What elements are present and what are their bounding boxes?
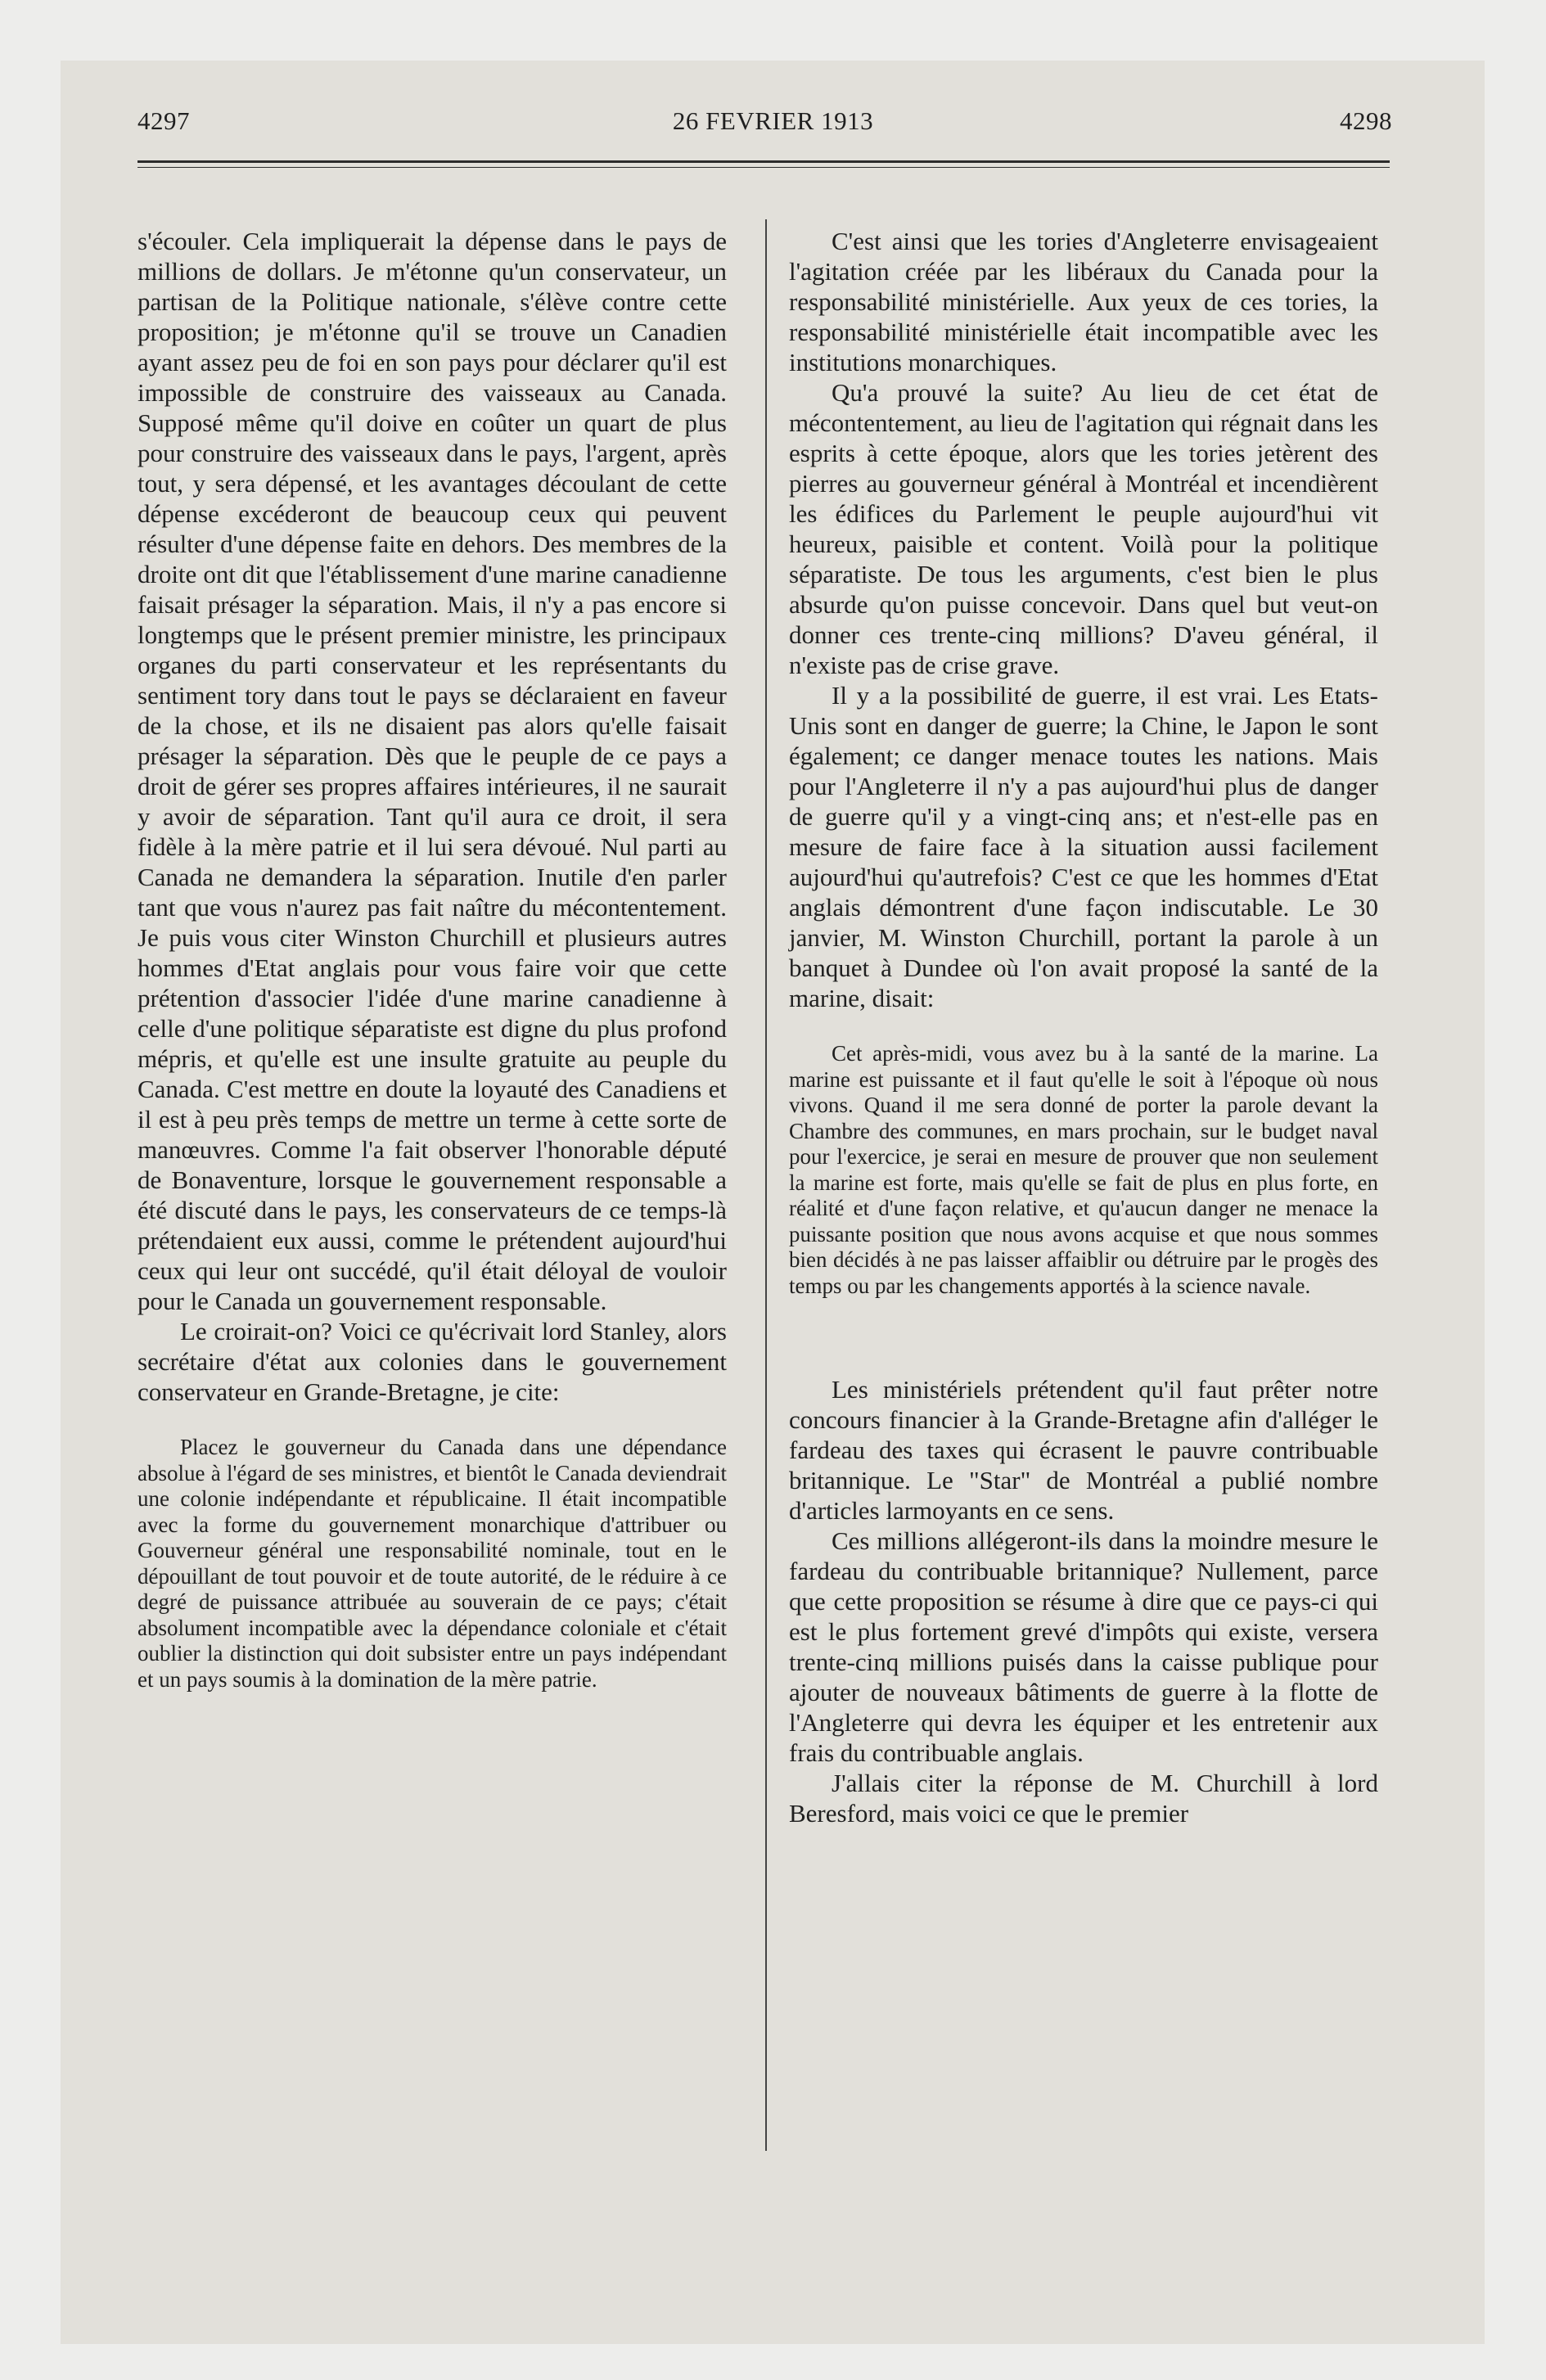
column-divider: [765, 219, 767, 2151]
block-quote: Cet après-midi, vous avez bu à la santé de la marine. La marine est puissante et il faut qu'elle le soit à l'époque où nous vivons. Quand il me sera donné de porter la parole devant la Chambre des communes, en mars prochain, sur le budget naval pour l'exercice, je serai en mesure de prouver que non seulement la marine est forte, mais qu'elle se fait de plus en plus forte, en réalité et d'une façon relative, et qu'aucun danger ne menace la puissante position que nous avons acquise et que nous sommes bien décidés à ne pas laisser affaiblir ou détruire par le progès des temps ou par les changements apportés à la science navale.: [789, 1041, 1378, 1298]
paragraph: Ces millions allégeront-ils dans la moindre mesure le fardeau du contribuable britannique? Nullement, parce que cette proposition se résume à dire que ce pays-ci qui est le plus fortement grevé d'impôts qui existe, versera trente-cinq millions puisés dans la caisse publique pour ajouter de nouveaux bâtiments de guerre à la flotte de l'Angleterre qui devra les équiper et les entretenir aux frais du contribuable anglais.: [789, 1526, 1378, 1767]
paragraph: J'allais citer la réponse de M. Churchill à lord Beresford, mais voici ce que le premier: [789, 1769, 1378, 1828]
paragraph: Les ministériels prétendent qu'il faut prêter notre concours financier à la Grande-Bretagne afin d'alléger le fardeau des taxes qui écrasent le pauvre contribuable britannique. Le "Star" de Montréal a publié nombre d'articles larmoyants en ce sens.: [789, 1375, 1378, 1525]
page-number-left: 4297: [137, 106, 190, 135]
right-column: [789, 226, 1378, 1828]
paragraph: s'écouler. Cela impliquerait la dépense dans le pays de millions de dollars. Je m'étonne qu'un conservateur, un partisan de la Politique nationale, s'élève contre cette proposition; je m'étonne qu'il se trouve un Canadien ayant assez peu de foi en son pays pour déclarer qu'il est impossible de construire des vaisseaux au Canada. Supposé même qu'il doive en coûter un quart de plus pour construire des vaisseaux dans le pays, l'argent, après tout, y sera dépensé, et les avantages découlant de cette dépense excéderont de beaucoup ceux qui peuvent résulter d'une dépense faite en dehors. Des membres de la droite ont dit que l'établissement d'une marine canadienne faisait présager la séparation. Mais, il n'y a pas encore si longtemps que le présent premier ministre, les principaux organes du parti conservateur et les représentants du sentiment tory dans tout le pays se déclaraient en faveur de la chose, et ils ne disaient pas alors qu'elle faisait présager la séparation. Dès que le peuple de ce pays a droit de gérer ses propres affaires intérieures, il ne saurait y avoir de séparation. Tant qu'il aura ce droit, il sera fidèle à la mère patrie et il lui sera dévoué. Nul parti au Canada ne demandera la séparation. Inutile d'en parler tant que vous n'aurez pas fait naître du mécontentement. Je puis vous citer Winston Churchill et plusieurs autres hommes d'Etat anglais pour vous faire voir que cette prétention d'associer l'idée d'une marine canadienne à celle d'une politique séparatiste est digne du plus profond mépris, et qu'elle est une insulte gratuite au peuple du Canada. C'est mettre en doute la loyauté des Canadiens et il est à peu près temps de mettre un terme à cette sorte de manœuvres. Comme l'a fait observer l'honorable député de Bonaventure, lorsque le gouvernement responsable a été discuté dans le pays, les conservateurs de ce temps-là prétendaient eux aussi, comme le prétendent aujourd'hui ceux qui leur ont succédé, qu'il était déloyal de vouloir pour le Canada un gouvernement responsable.: [137, 227, 727, 1315]
left-column: [137, 226, 727, 1722]
paragraph: Le croirait-on? Voici ce qu'écrivait lord Stanley, alors secrétaire d'état aux colonies dans le gouvernement conservateur en Grande-Bretagne, je cite:: [137, 1317, 727, 1406]
paragraph: C'est ainsi que les tories d'Angleterre envisageaient l'agitation créée par les libéraux du Canada pour la responsabilité ministérielle. Aux yeux de ces tories, la responsabilité ministérielle était incompatible avec les institutions monarchiques.: [789, 227, 1378, 376]
block-quote: Placez le gouverneur du Canada dans une dépendance absolue à l'égard de ses ministres, et bientôt le Canada deviendrait une colonie indépendante et républicaine. Il était incompatible avec la forme du gouvernement monarchique d'attribuer ou Gouverneur général une responsabilité nominale, tout en le dépouillant de tout pouvoir et de toute autorité, de le réduire à ce degré de puissance attribuée au souverain de ce pays; c'était absolument incompatible avec la dépendance coloniale et c'était oublier la distinction qui doit subsister entre un pays indépendant et un pays soumis à la domination de la mère patrie.: [137, 1435, 727, 1692]
header-rule-thin: [137, 167, 1390, 168]
page-number-right: 4298: [1340, 106, 1392, 135]
header-rule: [137, 160, 1390, 163]
page-date: 26 FEVRIER 1913: [672, 106, 874, 135]
paragraph: Qu'a prouvé la suite? Au lieu de cet état de mécontentement, au lieu de l'agitation qui régnait dans les esprits à cette époque, alors que les tories jetèrent des pierres au gouverneur général à Montréal et incendièrent les édifices du Parlement le peuple aujourd'hui vit heureux, paisible et content. Voilà pour la politique séparatiste. De tous les arguments, c'est bien le plus absurde qu'on puisse concevoir. Dans quel but veut-on donner ces trente-cinq millions? D'aveu général, il n'existe pas de crise grave.: [789, 378, 1378, 679]
paragraph: Il y a la possibilité de guerre, il est vrai. Les Etats-Unis sont en danger de guerre; la Chine, le Japon le sont également; ce danger menace toutes les nations. Mais pour l'Angleterre il n'y a pas aujourd'hui plus de danger de guerre qu'il y a vingt-cinq ans; et n'est-elle pas en mesure de faire face à la situation aussi facilement aujourd'hui qu'autrefois? C'est ce que les hommes d'Etat anglais démontrent d'une façon indiscutable. Le 30 janvier, M. Winston Churchill, portant la parole à un banquet à Dundee où l'on avait proposé la santé de la marine, disait:: [789, 681, 1378, 1012]
